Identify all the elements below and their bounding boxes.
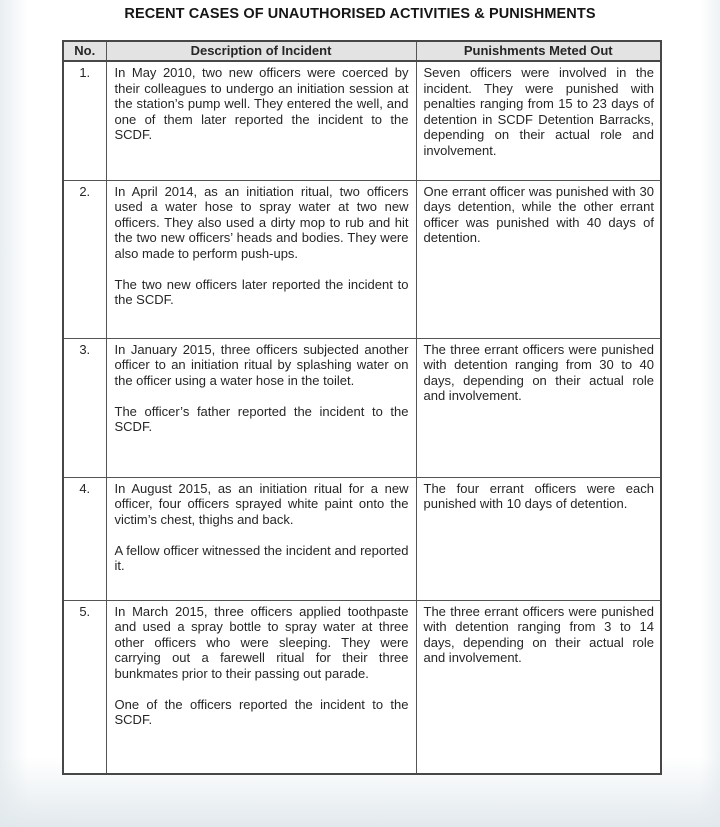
header-row (63, 41, 661, 61)
incident-description (106, 600, 416, 774)
header-punishments: Punishments Meted Out (416, 41, 661, 61)
header-no: No. (63, 41, 106, 61)
table-row (63, 477, 661, 600)
case-number: 3. (63, 338, 106, 477)
punishment-description (416, 338, 661, 477)
table-row (63, 61, 661, 180)
case-number: 5. (63, 600, 106, 774)
paragraph: One of the officers reported the incident to the SCDF. (114, 696, 409, 727)
table-row (63, 600, 661, 774)
incident-description (106, 61, 416, 180)
punishment-description (416, 477, 661, 600)
paragraph: The three errant officers were punished with detention ranging from 30 to 40 days, depending on their actual role and involvement. (423, 341, 654, 403)
paragraph: In April 2014, as an initiation ritual, two officers used a water hose to spray water at two new officers. They also used a dirty mop to rub and hit the two new officers’ heads and bodies. They were also made to perform push-ups. (114, 183, 409, 261)
paragraph: In May 2010, two new officers were coerced by their colleagues to undergo an initiation session at the station’s pump well. They entered the well, and one of them later reported the incident to the SCDF. (114, 65, 409, 142)
paragraph: One errant officer was punished with 30 days detention, while the other errant officer was punished with 40 days of detention. (423, 183, 654, 245)
page-title: RECENT CASES OF UNAUTHORISED ACTIVITIES & PUNISHMENTS (124, 6, 596, 22)
punishment-description (416, 61, 661, 180)
paragraph: The two new officers later reported the incident to the SCDF. (114, 276, 409, 307)
case-number: 4. (63, 477, 106, 600)
punishment-description (416, 180, 661, 338)
table-row (63, 180, 661, 338)
case-number: 2. (63, 180, 106, 338)
header-description: Description of Incident (106, 41, 416, 61)
paragraph: Seven officers were involved in the incident. They were punished with penalties ranging from 15 to 23 days of detention in SCDF Detention Barracks, depending on their actual role and involvement. (423, 65, 654, 158)
incident-description (106, 477, 416, 600)
case-number: 1. (63, 61, 106, 180)
punishment-description (416, 600, 661, 774)
paragraph: In January 2015, three officers subjected another officer to an initiation ritual by splashing water on the officer using a water hose in the toilet. (114, 341, 409, 388)
incident-description (106, 180, 416, 338)
table-body (63, 61, 661, 774)
paragraph: The officer’s father reported the incident to the SCDF. (114, 403, 409, 434)
table-row (63, 338, 661, 477)
table-header (63, 41, 661, 61)
paragraph: In August 2015, as an initiation ritual for a new officer, four officers sprayed white paint onto the victim’s chest, thighs and back. (114, 480, 409, 527)
incident-description (106, 338, 416, 477)
cases-table (62, 40, 662, 775)
paragraph: In March 2015, three officers applied toothpaste and used a spray bottle to spray water at three other officers who were sleeping. They were carrying out a farewell ritual for their three bunkmates prior to their passing out parade. (114, 603, 409, 681)
paragraph: The four errant officers were each punished with 10 days of detention. (423, 480, 654, 511)
paragraph: The three errant officers were punished with detention ranging from 3 to 14 days, depending on their actual role and involvement. (423, 603, 654, 665)
paragraph: A fellow officer witnessed the incident and reported it. (114, 542, 409, 573)
